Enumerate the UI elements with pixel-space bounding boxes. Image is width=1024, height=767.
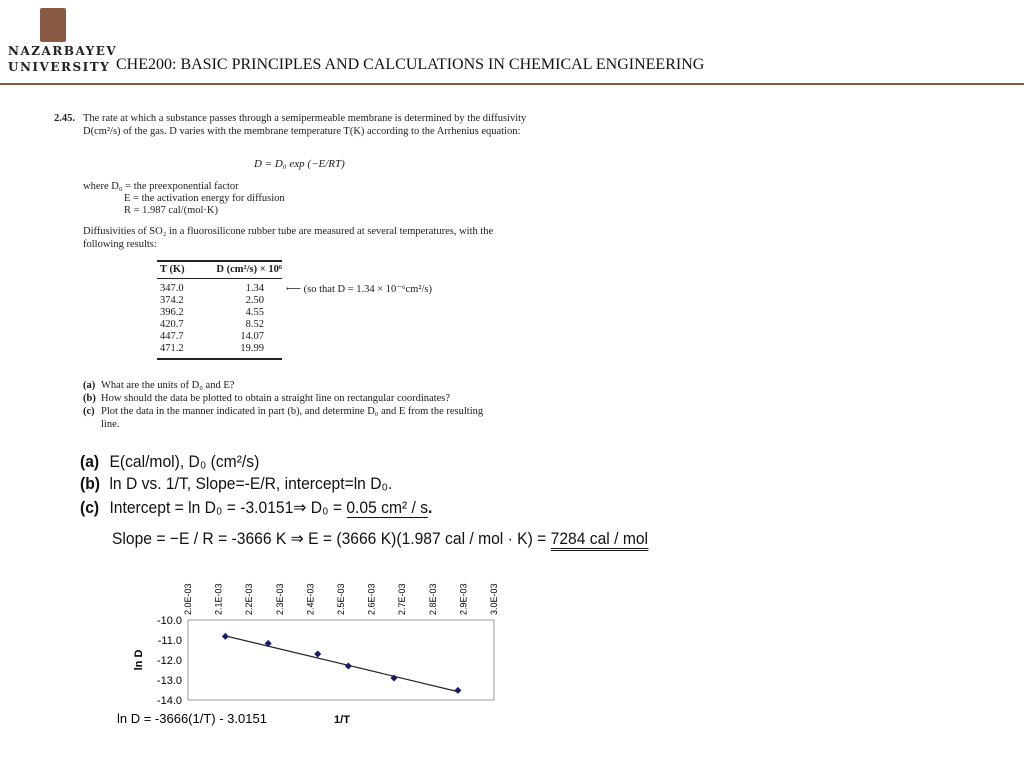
y-tick-label: -13.0 (156, 675, 182, 687)
data-point (314, 651, 321, 658)
problem-intro: The rate at which a substance passes through a semipermeable membrane is determined by the diffusivity D(cm²/s) of the gas. D varies with the membrane temperature T(K) according to the Arrhenius equation: (83, 113, 527, 137)
logo-text-line1: NAZARBAYEV (8, 44, 118, 58)
solution-c: (c) Intercept = ln D₀ = -3.0151⇒ D₀ = 0.05 cm² / s. (80, 498, 433, 517)
table-row: 420.7 8.52 (160, 319, 264, 330)
data-point (454, 687, 461, 694)
data-point (345, 663, 352, 670)
ln-d-vs-inverse-t-chart (100, 565, 520, 735)
definition-e: E = the activation energy for diffusion (124, 193, 285, 204)
x-tick-label: 2.0E-03 (183, 583, 193, 615)
problem-number: 2.45. (54, 113, 75, 124)
plot-frame (188, 620, 494, 700)
y-tick-label: -12.0 (156, 655, 182, 667)
table-bottom-rule (157, 358, 282, 360)
x-tick-label: 2.7E-03 (397, 583, 408, 615)
x-tick-label: 2.6E-03 (366, 583, 377, 615)
x-tick-label: 2.8E-03 (427, 583, 438, 615)
y-axis-label: ln D (133, 649, 145, 671)
solution-slope: Slope = −E / R = -3666 K ⇒ E = (3666 K)(1.987 cal / mol · K) = 7284 cal / mol (112, 529, 648, 549)
solution-a: (a) E(cal/mol), D₀ (cm²/s) (80, 452, 260, 471)
fit-equation-label: ln D = -3666(1/T) - 3.0151 (117, 711, 267, 726)
y-tick-label: -11.0 (157, 635, 182, 647)
data-point (222, 633, 229, 640)
data-intro: Diffusivities of SO₂ in a fluorosilicone rubber tube are measured at several temperatures, with the following results: (83, 226, 494, 250)
university-logo-icon (40, 8, 66, 42)
x-tick-label: 3.0E-03 (489, 583, 499, 615)
y-tick-label: -14.0 (156, 695, 182, 707)
table-header-row (157, 262, 282, 278)
x-tick-label: 2.3E-03 (274, 583, 285, 615)
table-header-d: D (cm²/s) × 10⁶ (216, 264, 282, 275)
definition-d0: where D₀ = the preexponential factor (83, 181, 239, 192)
x-tick-label: 2.1E-03 (213, 583, 224, 615)
table-row: 447.7 14.07 (160, 331, 264, 342)
x-tick-label: 2.2E-03 (244, 583, 255, 615)
x-tick-label: 2.9E-03 (458, 583, 469, 615)
x-axis-label: 1/T (334, 714, 350, 726)
table-header-t: T (K) (160, 264, 185, 275)
course-title: CHE200: BASIC PRINCIPLES AND CALCULATIONS IN CHEMICAL ENGINEERING (116, 56, 705, 73)
y-tick-label: -10.0 (156, 615, 182, 627)
question-b: (b) How should the data be plotted to obtain a straight line on rectangular coordinates? (83, 393, 451, 404)
table-note: ⟵ (so that D = 1.34 × 10⁻⁶cm²/s) (286, 284, 432, 295)
table-row: 471.2 19.99 (160, 343, 264, 354)
definitions (83, 180, 285, 216)
x-tick-label: 2.4E-03 (305, 583, 316, 615)
question-a: (a) What are the units of D₀ and E? (83, 380, 235, 391)
table-row: 347.0 1.34 (160, 283, 264, 294)
table-row: 396.2 4.55 (160, 307, 264, 318)
definition-r: R = 1.987 cal/(mol·K) (124, 205, 218, 216)
logo-text-line2: UNIVERSITY (8, 60, 111, 74)
trendline (225, 636, 458, 692)
d0-answer: 0.05 cm² / s (346, 498, 429, 517)
header-divider (0, 83, 1024, 85)
x-tick-label: 2.5E-03 (336, 583, 346, 615)
arrhenius-equation: D = D₀ exp (−E/RT) (254, 158, 345, 170)
data-table (157, 260, 282, 360)
question-c: (c) Plot the data in the manner indicated in part (b), and determine D₀ and E from the resulting (83, 406, 484, 417)
solution-b: (b) ln D vs. 1/T, Slope=-E/R, intercept=ln D₀. (80, 474, 393, 493)
table-row: 374.2 2.50 (160, 295, 264, 306)
question-c-continued: line. (101, 419, 120, 430)
e-answer: 7284 cal / mol (551, 529, 648, 551)
